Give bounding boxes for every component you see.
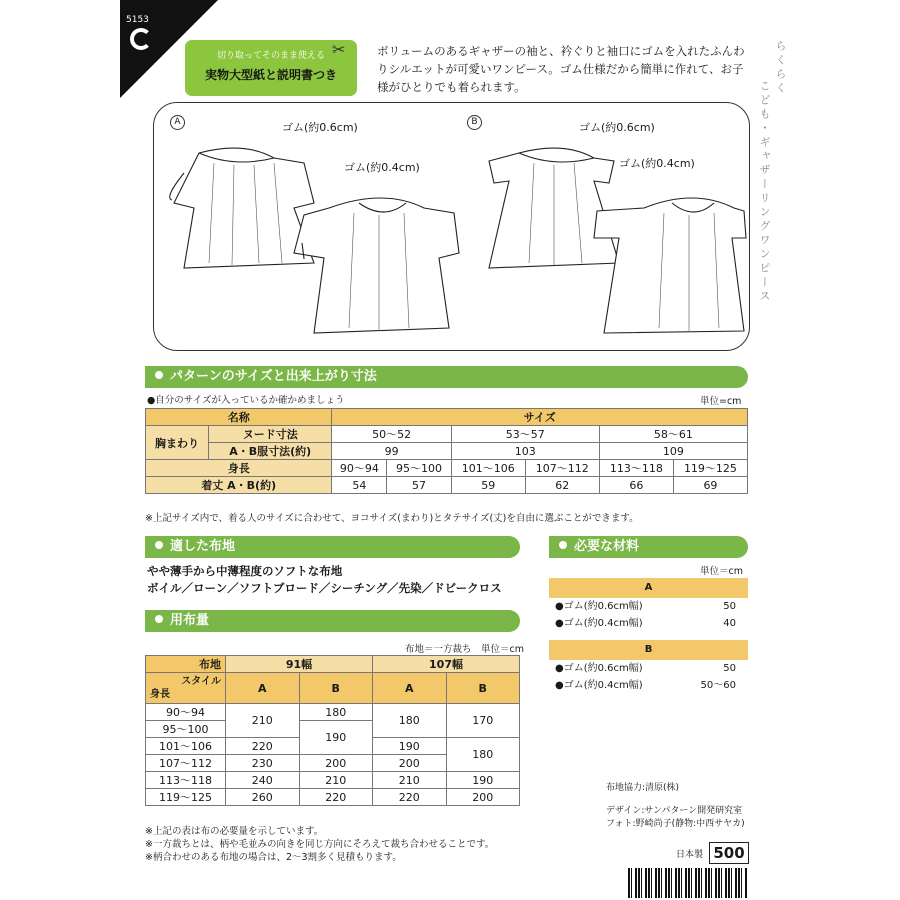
- intro-text: ボリュームのあるギャザーの袖と、衿ぐりと袖口にゴムを入れたふんわりシルエットが可愛いワンピース。ゴム仕様だから簡単に作れて、お子様がひとりでも着られます。: [377, 44, 745, 94]
- amount-note-2: ※一方裁ちとは、柄や毛並みの向きを同じ方向にそろえて裁ち合わせることです。: [145, 839, 495, 850]
- size-unit: 単位=cm: [700, 396, 742, 407]
- materials-section-title: 必要な材料: [574, 539, 640, 554]
- made-in-label: 日本製: [676, 850, 704, 860]
- side-title-line2: こども・ギャザーリングワンピース: [758, 80, 771, 304]
- fabric-cooperation-credit: 布地協力:清原(株): [606, 783, 680, 793]
- table-cell: 200: [299, 755, 373, 772]
- width-91-header: 91幅: [226, 656, 373, 673]
- table-cell: 90～94: [332, 460, 387, 477]
- amount-unit: 布地＝一方裁ち 単位＝cm: [405, 644, 524, 655]
- feature-tag-line2: 実物大型紙と説明書つき: [204, 68, 337, 82]
- table-cell: 220: [299, 789, 373, 806]
- table-cell: 210: [299, 772, 373, 789]
- table-cell: 113～118: [599, 460, 673, 477]
- table-cell: 190: [299, 721, 373, 755]
- material-qty: 50: [723, 601, 736, 612]
- table-cell: 180: [446, 738, 520, 772]
- fabric-line1: やや薄手から中薄程度のソフトな布地: [147, 564, 343, 578]
- col-91b: B: [299, 673, 373, 704]
- table-cell: 58～61: [599, 426, 747, 443]
- table-cell: 170: [446, 704, 520, 738]
- price-box: 500: [709, 842, 749, 864]
- table-cell: 95～100: [387, 460, 451, 477]
- corner-header: [146, 673, 226, 704]
- size-table: [145, 408, 748, 494]
- col-91a: A: [226, 673, 300, 704]
- style-b-marker: B: [467, 115, 482, 130]
- scissors-icon: ✂: [332, 40, 346, 59]
- size-section-title: パターンのサイズと出来上がり寸法: [170, 369, 377, 384]
- bullet-icon: [559, 541, 567, 549]
- table-cell: 200: [373, 755, 447, 772]
- garment-illustrations: [154, 103, 749, 350]
- feature-tag-line1: 切り取ってそのまま使える: [216, 51, 325, 61]
- row-height: 107～112: [146, 755, 226, 772]
- amount-section-header: [145, 610, 520, 632]
- design-credit: デザイン:サンパターン開発研究室: [606, 806, 743, 816]
- table-cell: 109: [599, 443, 747, 460]
- material-name: ●ゴム(約0.6cm幅): [555, 601, 643, 612]
- material-qty: 40: [723, 618, 736, 629]
- bullet-icon: [155, 615, 163, 623]
- row-height: 95～100: [146, 721, 226, 738]
- side-title-line1: らくらく: [774, 40, 787, 96]
- materials-section-header: [549, 536, 748, 558]
- chest-label: 胸まわり: [146, 426, 209, 460]
- table-cell: 180: [373, 704, 447, 738]
- table-cell: 180: [299, 704, 373, 721]
- table-cell: 107～112: [525, 460, 599, 477]
- table-cell: 200: [446, 789, 520, 806]
- list-item: [549, 615, 748, 632]
- table-cell: 69: [673, 477, 747, 494]
- size-subnote: ●自分のサイズが入っているか確かめましょう: [147, 395, 345, 406]
- table-cell: 190: [446, 772, 520, 789]
- table-cell: 101～106: [451, 460, 525, 477]
- amount-note-3: ※柄合わせのある布地の場合は、2～3割多く見積もります。: [145, 852, 402, 863]
- table-cell: 54: [332, 477, 387, 494]
- table-cell: 240: [226, 772, 300, 789]
- table-cell: 59: [451, 477, 525, 494]
- size-table-header-size: サイズ: [332, 409, 748, 426]
- b-neck-elastic-label: ゴム(約0.6cm): [579, 121, 655, 134]
- col-107a: A: [373, 673, 447, 704]
- row-height: 90～94: [146, 704, 226, 721]
- bullet-icon: [155, 371, 163, 379]
- amount-section-title: 用布量: [170, 613, 210, 628]
- list-item: [549, 660, 748, 677]
- height-label: 身長: [146, 460, 332, 477]
- list-item: [549, 598, 748, 615]
- material-name: ●ゴム(約0.4cm幅): [555, 680, 643, 691]
- size-section-header: [145, 366, 748, 388]
- fabric-amount-table: [145, 655, 520, 806]
- row-height: 119～125: [146, 789, 226, 806]
- width-107-header: 107幅: [373, 656, 520, 673]
- table-cell: 66: [599, 477, 673, 494]
- barcode: [628, 868, 748, 898]
- list-item: [549, 677, 748, 694]
- row-height: 101～106: [146, 738, 226, 755]
- table-cell: 62: [525, 477, 599, 494]
- material-qty: 50～60: [700, 680, 736, 691]
- photo-credit: フォト:野崎尚子(静物:中西サヤカ): [606, 819, 745, 829]
- row-height: 113～118: [146, 772, 226, 789]
- a-neck-elastic-label: ゴム(約0.6cm): [282, 121, 358, 134]
- table-cell: 50～52: [332, 426, 451, 443]
- size-table-header-name: 名称: [146, 409, 332, 426]
- materials-list: [549, 578, 748, 694]
- side-title: [758, 40, 788, 304]
- a-sleeve-elastic-label: ゴム(約0.4cm): [344, 161, 420, 174]
- bullet-icon: [155, 541, 163, 549]
- brand-logo-icon: [130, 28, 152, 50]
- style-a-marker: A: [170, 115, 185, 130]
- pattern-code: 5153: [126, 15, 149, 25]
- materials-a-header: A: [549, 578, 748, 598]
- fabric-header: 布地: [146, 656, 226, 673]
- fabric-section-title: 適した布地: [170, 539, 236, 554]
- table-cell: 190: [373, 738, 447, 755]
- table-cell: 210: [373, 772, 447, 789]
- illustration-panel: [153, 102, 750, 351]
- b-sleeve-elastic-label: ゴム(約0.4cm): [619, 157, 695, 170]
- table-cell: 57: [387, 477, 451, 494]
- materials-b-header: B: [549, 640, 748, 660]
- height-header: 身長: [150, 689, 170, 700]
- nude-label: ヌード寸法: [209, 426, 332, 443]
- table-cell: 260: [226, 789, 300, 806]
- table-cell: 119～125: [673, 460, 747, 477]
- length-label: 着丈 A・B(約): [146, 477, 332, 494]
- material-name: ●ゴム(約0.6cm幅): [555, 663, 643, 674]
- table-cell: 53～57: [451, 426, 599, 443]
- materials-unit: 単位＝cm: [700, 566, 743, 577]
- table-cell: 220: [373, 789, 447, 806]
- material-qty: 50: [723, 663, 736, 674]
- style-header: スタイル: [181, 676, 221, 687]
- table-cell: 99: [332, 443, 451, 460]
- amount-note-1: ※上記の表は布の必要量を示しています。: [145, 826, 324, 837]
- table-cell: 210: [226, 704, 300, 738]
- ab-label: A・B服寸法(約): [209, 443, 332, 460]
- table-cell: 230: [226, 755, 300, 772]
- size-footnote: ※上記サイズ内で、着る人のサイズに合わせて、ヨコサイズ(まわり)とタテサイズ(丈)を自由に選ぶことができます。: [145, 513, 639, 524]
- fabric-section-header: [145, 536, 520, 558]
- table-cell: 220: [226, 738, 300, 755]
- fabric-line2: ボイル／ローン／ソフトブロード／シーチング／先染／ドビークロス: [147, 581, 502, 595]
- table-cell: 103: [451, 443, 599, 460]
- material-name: ●ゴム(約0.4cm幅): [555, 618, 643, 629]
- col-107b: B: [446, 673, 520, 704]
